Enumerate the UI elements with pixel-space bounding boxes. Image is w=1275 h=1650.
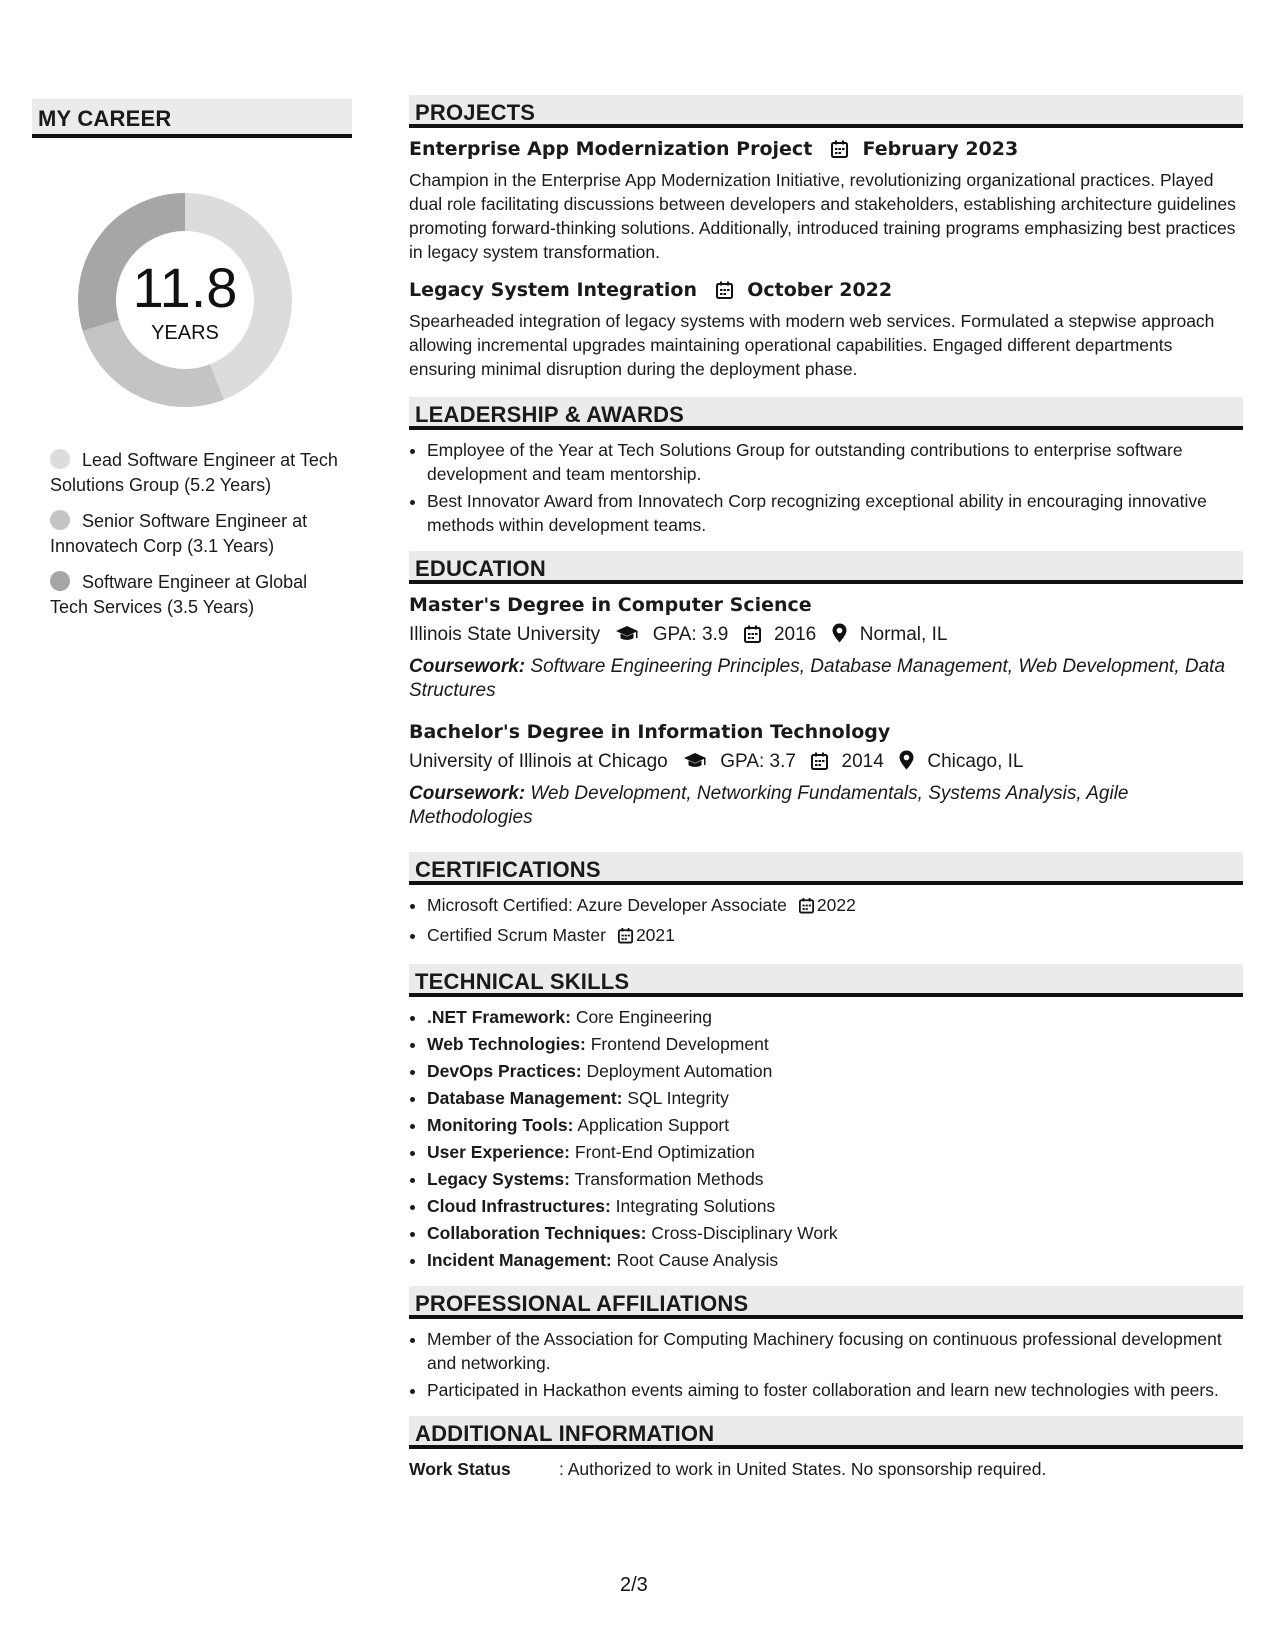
project-title: Enterprise App Modernization Project February 2023 [409, 136, 1243, 165]
graduation-cap-icon [615, 625, 639, 651]
additional-key: Work Status [409, 1459, 511, 1479]
leadership-section [409, 397, 1243, 537]
projects-section [409, 95, 1243, 381]
page-number: 2/3 [620, 1574, 648, 1596]
calendar-icon [799, 896, 814, 920]
skill-item: • Incident Management: Root Cause Analysis [427, 1248, 1243, 1272]
legend-dot [50, 449, 70, 469]
skill-item: • Web Technologies: Frontend Development [427, 1032, 1243, 1056]
career-sidebar [32, 99, 352, 631]
certification-item: • Microsoft Certified: Azure Developer Associate 2022 [427, 893, 1243, 920]
certifications-list [409, 893, 1243, 950]
resume-main [409, 95, 1243, 1495]
degree-title: Bachelor's Degree in Information Technology [409, 721, 891, 743]
gpa: GPA: 3.9 [652, 624, 729, 645]
projects-heading: PROJECTS [409, 95, 1243, 128]
legend-dot [50, 571, 70, 591]
coursework: Coursework: Software Engineering Principles, Database Management, Web Development, Data Structures [409, 656, 1226, 701]
affiliations-section [409, 1286, 1243, 1402]
certifications-section [409, 852, 1243, 950]
leadership-list [409, 438, 1243, 537]
school-name: University of Illinois at Chicago [409, 751, 668, 772]
skill-item: • Database Management: SQL Integrity [427, 1086, 1243, 1110]
list-item: • Member of the Association for Computing Machinery focusing on continuous professional development and networking. [427, 1327, 1243, 1375]
certifications-heading: CERTIFICATIONS [409, 852, 1243, 885]
additional-section [409, 1416, 1243, 1481]
leadership-heading: LEADERSHIP & AWARDS [409, 397, 1243, 430]
affiliations-heading: PROFESSIONAL AFFILIATIONS [409, 1286, 1243, 1319]
calendar-icon [716, 280, 733, 306]
affiliations-list [409, 1327, 1243, 1402]
career-heading: MY CAREER [32, 99, 352, 138]
skill-item: • Cloud Infrastructures: Integrating Solutions [427, 1194, 1243, 1218]
map-pin-icon [899, 750, 914, 778]
calendar-icon [831, 139, 848, 165]
list-item: • Best Innovator Award from Innovatech Corp recognizing exceptional ability in encouraging innovative methods within development teams. [427, 489, 1243, 537]
education-details [409, 749, 1243, 778]
skill-item: • Collaboration Techniques: Cross-Disciplinary Work [427, 1221, 1243, 1245]
total-years-value: 11.8 [132, 256, 238, 319]
additional-heading: ADDITIONAL INFORMATION [409, 1416, 1243, 1449]
education-section [409, 551, 1243, 830]
skills-heading: TECHNICAL SKILLS [409, 964, 1243, 997]
school-name: Illinois State University [409, 624, 601, 645]
skill-item: • DevOps Practices: Deployment Automation [427, 1059, 1243, 1083]
career-legend-item: Lead Software Engineer at Tech Solutions Group (5.2 Years) [50, 450, 338, 495]
calendar-icon [744, 625, 761, 651]
career-donut-chart [65, 180, 305, 420]
career-legend-item: Senior Software Engineer at Innovatech Corp (3.1 Years) [50, 511, 308, 556]
graduation-year: 2016 [773, 624, 817, 645]
education-heading: EDUCATION [409, 551, 1243, 584]
additional-value: : Authorized to work in United States. No sponsorship required. [559, 1459, 1047, 1479]
skill-item: • .NET Framework: Core Engineering [427, 1005, 1243, 1029]
school-location: Normal, IL [859, 624, 948, 645]
list-item: • Participated in Hackathon events aiming to foster collaboration and learn new technologies with peers. [427, 1378, 1243, 1402]
legend-dot [50, 510, 70, 530]
project-date: February 2023 [862, 138, 1019, 160]
project-date: October 2022 [747, 279, 893, 301]
graduation-cap-icon [683, 752, 707, 778]
career-legend-item: Software Engineer at Global Tech Services (3.5 Years) [50, 572, 308, 617]
career-legend [50, 448, 352, 620]
coursework: Coursework: Web Development, Networking Fundamentals, Systems Analysis, Agile Methodologies [409, 783, 1129, 828]
project-title: Legacy System Integration October 2022 [409, 277, 1243, 306]
list-item: • Employee of the Year at Tech Solutions Group for outstanding contributions to enterprise software development and team mentorship. [427, 438, 1243, 486]
skill-item: • Legacy Systems: Transformation Methods [427, 1167, 1243, 1191]
map-pin-icon [832, 623, 847, 651]
school-location: Chicago, IL [927, 751, 1024, 772]
additional-row [409, 1457, 1243, 1481]
graduation-year: 2014 [841, 751, 884, 772]
skills-list [409, 1005, 1243, 1272]
certification-item: • Certified Scrum Master 2021 [427, 923, 1243, 950]
calendar-icon [618, 926, 633, 950]
degree-title: Master's Degree in Computer Science [409, 594, 812, 616]
gpa: GPA: 3.7 [720, 751, 796, 772]
calendar-icon [811, 752, 828, 778]
skill-item: • Monitoring Tools: Application Support [427, 1113, 1243, 1137]
education-details [409, 622, 1243, 651]
project-description: Spearheaded integration of legacy systems with modern web services. Formulated a stepwise approach allowing incremental upgrades maintaining operational capabilities. Engaged different departments ensuring minimal disruption during the deployment phase. [409, 311, 1215, 379]
project-description: Champion in the Enterprise App Modernization Initiative, revolutionizing organizational practices. Played dual role facilitating discussions between developers and stakeholders, establishing architecture guidelines promoting forward-thinking solutions. Additionally, introduced training programs emphasizing best practices in legacy system transformation. [409, 170, 1236, 262]
skill-item: • User Experience: Front-End Optimization [427, 1140, 1243, 1164]
skills-section [409, 964, 1243, 1272]
total-years-unit: YEARS [151, 322, 219, 344]
